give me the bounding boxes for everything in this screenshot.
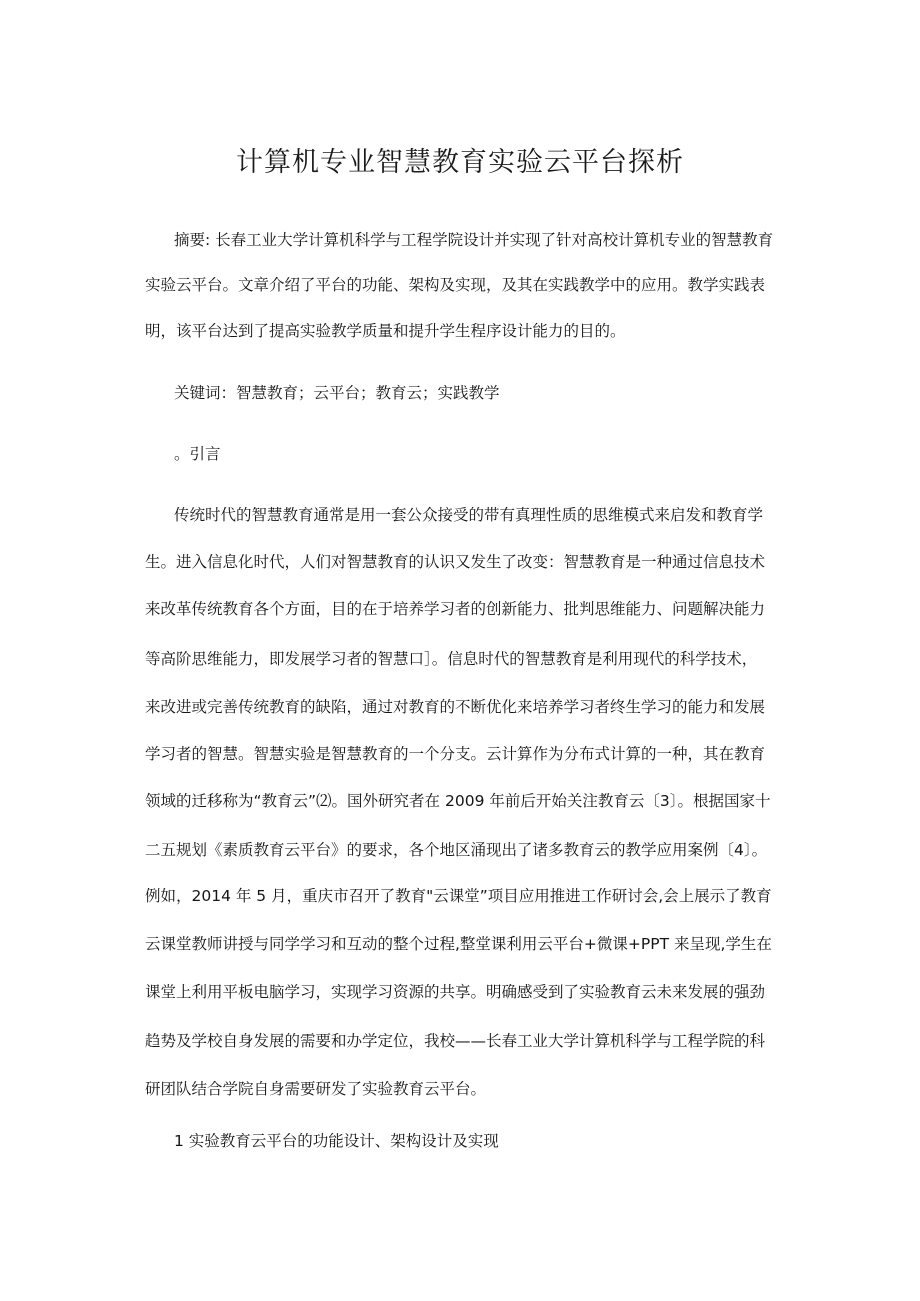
body-line: 趋势及学校自身发展的需要和办学定位，我校——长春工业大学计算机科学与工程学院的科	[145, 1032, 766, 1050]
body-line: 来改进或完善传统教育的缺陷，通过对教育的不断优化来培养学习者终生学习的能力和发展	[145, 698, 766, 716]
section-heading-intro: 。引言	[174, 445, 221, 463]
body-line: 等高阶思维能力，即发展学习者的智慧口］。信息时代的智慧教育是利用现代的科学技术，	[145, 650, 758, 668]
section-heading-1: 1 实验教育云平台的功能设计、架构设计及实现	[174, 1132, 499, 1150]
abstract-line: 实验云平台。文章介绍了平台的功能、架构及实现，及其在实践教学中的应用。教学实践表	[145, 276, 766, 294]
abstract-line: 摘要: 长春工业大学计算机科学与工程学院设计并实现了针对高校计算机专业的智慧教育	[174, 231, 774, 249]
body-line: 学习者的智慧。智慧实验是智慧教育的一个分支。云计算作为分布式计算的一种，其在教育	[145, 745, 766, 763]
body-line: 来改革传统教育各个方面，目的在于培养学习者的创新能力、批判思维能力、问题解决能力	[145, 600, 766, 618]
document-title: 计算机专业智慧教育实验云平台探析	[236, 147, 684, 178]
body-line: 传统时代的智慧教育通常是用一套公众接受的带有真理性质的思维模式来启发和教育学	[174, 506, 764, 524]
body-line: 生。进入信息化时代，人们对智慧教育的认识又发生了改变：智慧教育是一种通过信息技术	[145, 553, 766, 571]
body-line: 课堂上利用平板电脑学习，实现学习资源的共享。明确感受到了实验教育云未来发展的强劲	[145, 983, 766, 1001]
keywords: 关键词：智慧教育；云平台；教育云；实践教学	[174, 384, 500, 402]
body-line: 云课堂教师讲授与同学学习和互动的整个过程,整堂课利用云平台+微课+PPT 来呈现,学生在	[145, 935, 772, 953]
body-line: 领域的迁移称为“教育云”⑵。国外研究者在 2009 年前后开始关注教育云〔3〕。根据国家十	[145, 792, 771, 810]
body-line: 研团队结合学院自身需要研发了实验教育云平台。	[145, 1080, 487, 1098]
body-line: 二五规划《素质教育云平台》的要求，各个地区涌现出了诸多教育云的教学应用案例〔4〕。	[145, 841, 768, 859]
body-line: 例如，2014 年 5 月，重庆市召开了教育"云课堂”项目应用推进工作研讨会,会上展示了教育	[145, 887, 772, 905]
abstract-line: 明，该平台达到了提高实验教学质量和提升学生程序设计能力的目的。	[145, 322, 626, 340]
